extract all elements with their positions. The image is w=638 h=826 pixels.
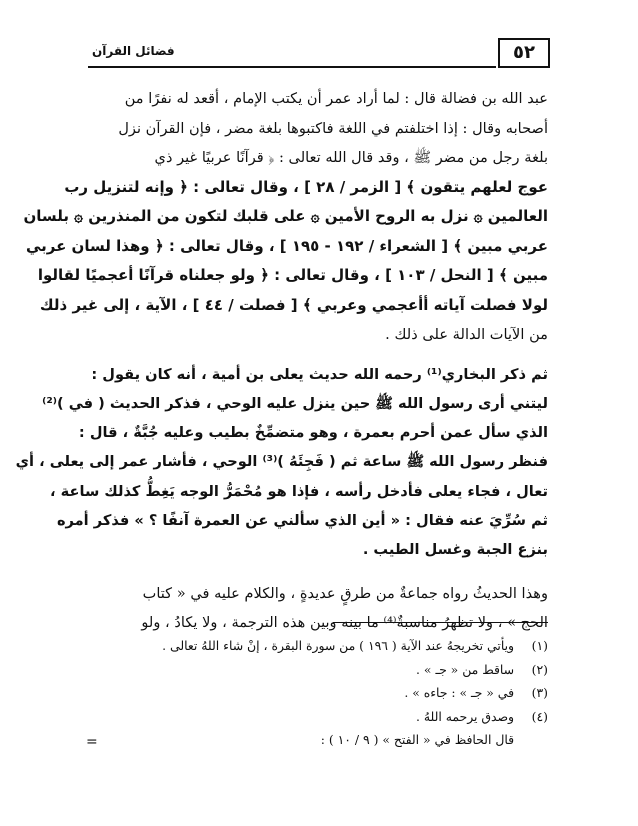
continuation-mark: = bbox=[86, 733, 98, 750]
text-line: بنزع الجبة وغسل الطيب . bbox=[362, 541, 548, 559]
text-line: بلغة رجل من مضر ﷺ ، وقد قال الله تعالى : ﴿ قرآنًا عربيًا غير ذي bbox=[154, 149, 548, 166]
text-line: مبين ﴾ [ النحل / ١٠٣ ] ، وقال تعالى : ﴿ ولو جعلناه قرآنًا أعجميًا لقالوا bbox=[37, 266, 548, 284]
paragraph-2 bbox=[15, 360, 548, 565]
body-text bbox=[15, 84, 548, 638]
text-line: الذي سأل عمن أحرم بعمرة ، وهو متضمِّخٌ بطيب وعليه جُبَّةٌ ، قال : bbox=[78, 424, 548, 442]
footnote-number: (٤) bbox=[531, 708, 548, 724]
text-line: تعال ، فجاء يعلى فأدخل رأسه ، فإذا هو مُحْمَرُّ الوجه يَغِطُّ كذلك ساعة ، bbox=[50, 482, 548, 500]
text-line: عبد الله بن فضالة قال : لما أراد عمر أن يكتب الإمام ، أقعد له نفرًا من bbox=[124, 90, 548, 107]
text-line: عوج لعلهم يتقون ﴾ [ الزمر / ٢٨ ] ، وقال تعالى : ﴿ وإنه لتنزيل رب bbox=[64, 177, 548, 196]
footnote bbox=[110, 681, 548, 705]
running-title: فضائل القرآن bbox=[92, 44, 175, 58]
footnote-number: (٢) bbox=[531, 661, 548, 677]
footnote bbox=[110, 728, 548, 752]
footnote-text: ساقط من « جـ » . bbox=[416, 661, 515, 677]
footnote-text: قال الحافظ في « الفتح » ( ٩ / ١٠ ) : bbox=[320, 732, 515, 747]
text-line: العالمين ۞ نزل به الروح الأمين ۞ على قلبك لتكون من المنذرين ۞ بلسان bbox=[23, 207, 548, 225]
footnote-separator bbox=[333, 622, 548, 623]
text-line: من الآيات الدالة على ذلك . bbox=[385, 326, 548, 343]
text-line: فنظر رسول الله ﷺ ساعة ثم ( فَجِئَهُ )⁽³⁾ الوحي ، فأشار عمر إلى يعلى ، أي bbox=[15, 453, 548, 471]
header-rule bbox=[88, 66, 496, 68]
text-line: الحج » ، ولا تظهرُ مناسبةٌ⁽⁴⁾ ما بينه وبين هذه الترجمة ، ولا يكادُ ، ولو bbox=[141, 614, 548, 632]
footnote-text: في « جـ » : جاءه » . bbox=[404, 685, 515, 700]
text-line: أصحابه وقال : إذا اختلفتم في اللغة فاكتبوها بلغة مضر ، فإن القرآن نزل bbox=[118, 119, 548, 137]
text-line: عربي مبين ﴾ [ الشعراء / ١٩٢ - ١٩٥ ] ، وقال تعالى : ﴿ وهذا لسان عربي bbox=[25, 236, 548, 255]
footnote-number: (٣) bbox=[531, 685, 548, 700]
footnotes bbox=[86, 634, 548, 752]
footnote-number: (١) bbox=[531, 638, 548, 653]
footnote-text: وصدق يرحمه اللهُ . bbox=[415, 708, 515, 724]
footnote bbox=[110, 634, 548, 658]
page-header bbox=[88, 38, 550, 72]
text-line: ثم سُرِّيَ عنه فقال : « أين الذي سألني عن العمرة آنفًا ؟ » فذكر أمره bbox=[56, 511, 548, 529]
paragraph-3 bbox=[90, 579, 548, 638]
text-line: ثم ذكر البخاري⁽¹⁾ رحمه الله حديث يعلى بن أمية ، أنه كان يقول : bbox=[91, 365, 548, 383]
text-line: وهذا الحديثُ رواه جماعةٌ من طرقٍ عديدةٍ ، والكلام عليه في « كتاب bbox=[142, 584, 548, 602]
footnote bbox=[110, 705, 548, 729]
page-number: ٥٢ bbox=[498, 38, 550, 68]
footnote bbox=[110, 658, 548, 682]
text-line: لولا فصلت آياته أأعجمي وعربي ﴾ [ فصلت / ٤٤ ] ، الآية ، إلى غير ذلك bbox=[39, 295, 548, 314]
paragraph-1 bbox=[23, 84, 548, 350]
footnote-text: ويأتي تخريجهُ عند الآية ( ١٩٦ ) من سورة البقرة ، إنْ شاء اللهُ تعالى . bbox=[162, 638, 515, 653]
text-line: ليتني أرى رسول الله ﷺ حين ينزل عليه الوحي ، فذكر الحديث ( في )⁽²⁾ bbox=[42, 394, 548, 412]
